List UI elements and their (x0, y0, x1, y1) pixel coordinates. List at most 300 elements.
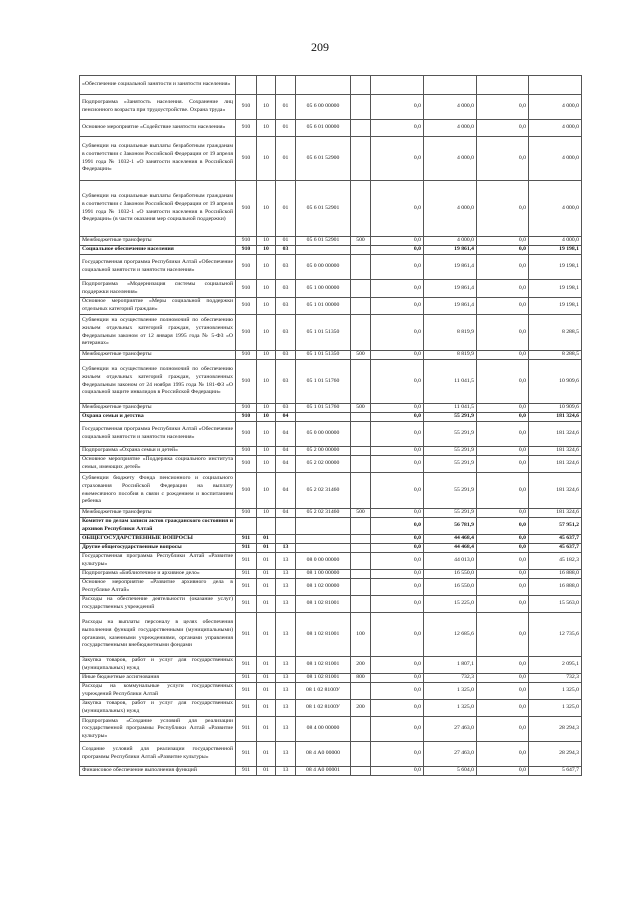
expense-type-cell (351, 255, 371, 280)
expense-type-cell (351, 360, 371, 404)
amount-1-cell: 0,0 (371, 237, 424, 246)
subsection-code-cell: 03 (276, 246, 296, 255)
row-name-cell: Государственная программа Республики Алтай «Развитие культуры» (80, 553, 236, 570)
target-article-cell: 05 2 02 00000 (296, 456, 351, 473)
amount-2-cell: 732,3 (424, 674, 477, 683)
grbs-code-cell: 911 (236, 700, 257, 717)
target-article-cell: 05 0 00 00000 (296, 255, 351, 280)
amount-4-cell: 8 288,5 (529, 351, 582, 360)
table-row (80, 181, 582, 237)
amount-4-cell: 28 294,3 (529, 742, 582, 767)
grbs-code-cell: 910 (236, 509, 257, 518)
table-row (80, 413, 582, 422)
target-article-cell (296, 76, 351, 95)
subsection-code-cell: 01 (276, 237, 296, 246)
amount-3-cell: 0,0 (477, 518, 529, 535)
subsection-code-cell: 13 (276, 683, 296, 700)
grbs-code-cell: 910 (236, 447, 257, 456)
table-row (80, 473, 582, 509)
subsection-code-cell: 13 (276, 553, 296, 570)
amount-1-cell: 0,0 (371, 596, 424, 613)
grbs-code-cell (236, 518, 257, 535)
table-row (80, 360, 582, 404)
amount-4-cell: 16 888,0 (529, 570, 582, 579)
amount-3-cell (477, 76, 529, 95)
subsection-code-cell: 13 (276, 767, 296, 776)
subsection-code-cell: 01 (276, 120, 296, 137)
expense-type-cell (351, 544, 371, 553)
amount-3-cell: 0,0 (477, 181, 529, 237)
grbs-code-cell: 911 (236, 535, 257, 544)
subsection-code-cell (276, 535, 296, 544)
amount-4-cell: 28 294,3 (529, 717, 582, 742)
subsection-code-cell: 13 (276, 717, 296, 742)
expense-type-cell (351, 456, 371, 473)
subsection-code-cell: 01 (276, 95, 296, 120)
amount-4-cell: 181 324,6 (529, 509, 582, 518)
amount-1-cell: 0,0 (371, 518, 424, 535)
section-code-cell: 01 (257, 579, 276, 596)
section-code-cell: 10 (257, 351, 276, 360)
amount-1-cell: 0,0 (371, 255, 424, 280)
subsection-code-cell: 03 (276, 315, 296, 351)
amount-1-cell: 0,0 (371, 473, 424, 509)
amount-2-cell: 16 550,0 (424, 570, 477, 579)
subsection-code-cell: 03 (276, 360, 296, 404)
amount-1-cell: 0,0 (371, 246, 424, 255)
row-name-cell: Межбюджетные трансферты (80, 404, 236, 413)
expense-type-cell (351, 518, 371, 535)
target-article-cell: 05 6 01 00000 (296, 120, 351, 137)
target-article-cell: 05 1 01 51760 (296, 404, 351, 413)
amount-2-cell: 11 041,5 (424, 404, 477, 413)
amount-1-cell: 0,0 (371, 570, 424, 579)
amount-1-cell: 0,0 (371, 535, 424, 544)
expense-type-cell (351, 315, 371, 351)
table-row (80, 120, 582, 137)
section-code-cell: 01 (257, 717, 276, 742)
section-code-cell: 10 (257, 456, 276, 473)
table-row (80, 613, 582, 657)
grbs-code-cell: 910 (236, 137, 257, 181)
target-article-cell: 08 1 00 00000 (296, 570, 351, 579)
expense-type-cell (351, 413, 371, 422)
amount-1-cell: 0,0 (371, 120, 424, 137)
amount-4-cell: 4 000,0 (529, 181, 582, 237)
target-article-cell: 05 2 02 31460 (296, 473, 351, 509)
row-name-cell: ОБЩЕГОСУДАРСТВЕННЫЕ ВОПРОСЫ (80, 535, 236, 544)
expense-type-cell (351, 298, 371, 315)
row-name-cell: Иные бюджетные ассигнования (80, 674, 236, 683)
amount-3-cell: 0,0 (477, 255, 529, 280)
amount-1-cell: 0,0 (371, 657, 424, 674)
expense-type-cell (351, 717, 371, 742)
target-article-cell (296, 518, 351, 535)
grbs-code-cell: 910 (236, 473, 257, 509)
expense-type-cell (351, 95, 371, 120)
grbs-code-cell: 910 (236, 404, 257, 413)
target-article-cell: 08 1 02 81001 (296, 657, 351, 674)
amount-1-cell: 0,0 (371, 579, 424, 596)
amount-4-cell: 732,3 (529, 674, 582, 683)
row-name-cell: Межбюджетные трансферты (80, 509, 236, 518)
amount-2-cell: 8 819,9 (424, 351, 477, 360)
section-code-cell: 01 (257, 613, 276, 657)
amount-1-cell: 0,0 (371, 181, 424, 237)
expense-type-cell (351, 535, 371, 544)
subsection-code-cell: 13 (276, 742, 296, 767)
grbs-code-cell: 910 (236, 95, 257, 120)
amount-1-cell: 0,0 (371, 95, 424, 120)
section-code-cell: 01 (257, 742, 276, 767)
amount-4-cell: 45 182,3 (529, 553, 582, 570)
row-name-cell: Комитет по делам записи актов гражданского состояния и архивов Республики Алтай (80, 518, 236, 535)
expense-type-cell: 500 (351, 237, 371, 246)
subsection-code-cell (276, 518, 296, 535)
subsection-code-cell: 13 (276, 596, 296, 613)
amount-3-cell: 0,0 (477, 413, 529, 422)
section-code-cell: 01 (257, 570, 276, 579)
amount-3-cell: 0,0 (477, 657, 529, 674)
section-code-cell: 01 (257, 767, 276, 776)
subsection-code-cell: 13 (276, 570, 296, 579)
amount-4-cell: 12 735,6 (529, 613, 582, 657)
amount-4-cell: 4 000,0 (529, 237, 582, 246)
amount-2-cell: 19 861,4 (424, 255, 477, 280)
table-row (80, 544, 582, 553)
target-article-cell (296, 535, 351, 544)
amount-2-cell: 1 325,0 (424, 683, 477, 700)
target-article-cell: 05 6 01 52901 (296, 237, 351, 246)
expense-type-cell (351, 570, 371, 579)
amount-4-cell: 2 095,1 (529, 657, 582, 674)
amount-1-cell: 0,0 (371, 137, 424, 181)
grbs-code-cell: 911 (236, 553, 257, 570)
amount-3-cell: 0,0 (477, 717, 529, 742)
subsection-code-cell: 03 (276, 404, 296, 413)
target-article-cell: 08 0 00 00000 (296, 553, 351, 570)
row-name-cell: Межбюджетные трансферты (80, 351, 236, 360)
expense-type-cell (351, 76, 371, 95)
amount-1-cell: 0,0 (371, 683, 424, 700)
amount-3-cell: 0,0 (477, 683, 529, 700)
amount-2-cell: 44 468,4 (424, 544, 477, 553)
amount-4-cell: 15 563,0 (529, 596, 582, 613)
section-code-cell: 10 (257, 413, 276, 422)
row-name-cell: Субвенции бюджету Фонда пенсионного и социального страхования Российской Федерации на выплату ежемесячного пособия в связи с рождением и воспитанием ребенка (80, 473, 236, 509)
row-name-cell: Создание условий для реализации государственной программы Республики Алтай «Развитие культуры» (80, 742, 236, 767)
row-name-cell: Межбюджетные трансферты (80, 237, 236, 246)
amount-1-cell: 0,0 (371, 447, 424, 456)
amount-2-cell: 5 604,0 (424, 767, 477, 776)
table-row (80, 422, 582, 447)
grbs-code-cell: 910 (236, 237, 257, 246)
target-article-cell: 08 4 00 00000 (296, 717, 351, 742)
target-article-cell (296, 544, 351, 553)
amount-1-cell: 0,0 (371, 613, 424, 657)
target-article-cell: 08 4 А0 00000 (296, 742, 351, 767)
row-name-cell: Подпрограмма «Создание условий для реализации государственной программы Республики Алтай «Развитие культуры» (80, 717, 236, 742)
row-name-cell: Подпрограмма «Библиотечное и архивное дело» (80, 570, 236, 579)
target-article-cell: 05 6 00 00000 (296, 95, 351, 120)
target-article-cell: 08 1 02 00000 (296, 579, 351, 596)
amount-4-cell: 16 888,0 (529, 579, 582, 596)
row-name-cell: «Обеспечение социальной занятости и занятости населения» (80, 76, 236, 95)
table-row (80, 674, 582, 683)
target-article-cell: 05 1 01 51350 (296, 351, 351, 360)
section-code-cell: 01 (257, 674, 276, 683)
amount-4-cell: 181 324,6 (529, 456, 582, 473)
amount-2-cell: 4 000,0 (424, 137, 477, 181)
amount-3-cell: 0,0 (477, 613, 529, 657)
amount-2-cell: 55 291,9 (424, 413, 477, 422)
subsection-code-cell: 01 (276, 181, 296, 237)
amount-4-cell: 19 198,1 (529, 298, 582, 315)
row-name-cell: Государственная программа Республики Алтай «Обеспечение социальной занятости и занятости населения» (80, 255, 236, 280)
section-code-cell (257, 76, 276, 95)
target-article-cell: 05 2 00 00000 (296, 447, 351, 456)
amount-3-cell: 0,0 (477, 553, 529, 570)
expense-type-cell: 200 (351, 657, 371, 674)
section-code-cell: 10 (257, 298, 276, 315)
target-article-cell: 08 1 02 8100У (296, 700, 351, 717)
table-row (80, 596, 582, 613)
subsection-code-cell: 04 (276, 413, 296, 422)
grbs-code-cell: 911 (236, 742, 257, 767)
amount-2-cell: 4 000,0 (424, 237, 477, 246)
expense-type-cell (351, 447, 371, 456)
amount-4-cell: 4 000,0 (529, 120, 582, 137)
section-code-cell: 10 (257, 181, 276, 237)
amount-2-cell: 4 000,0 (424, 120, 477, 137)
amount-2-cell: 44 468,4 (424, 535, 477, 544)
expense-type-cell: 800 (351, 674, 371, 683)
table-row (80, 447, 582, 456)
amount-2-cell: 55 291,9 (424, 473, 477, 509)
amount-2-cell: 16 550,0 (424, 579, 477, 596)
amount-3-cell: 0,0 (477, 700, 529, 717)
target-article-cell: 05 1 00 00000 (296, 280, 351, 298)
grbs-code-cell: 911 (236, 613, 257, 657)
amount-4-cell: 10 909,6 (529, 404, 582, 413)
grbs-code-cell: 910 (236, 413, 257, 422)
amount-3-cell: 0,0 (477, 404, 529, 413)
section-code-cell: 10 (257, 246, 276, 255)
amount-3-cell: 0,0 (477, 674, 529, 683)
table-row (80, 570, 582, 579)
amount-1-cell (371, 76, 424, 95)
amount-1-cell: 0,0 (371, 509, 424, 518)
amount-4-cell: 57 951,2 (529, 518, 582, 535)
row-name-cell: Подпрограмма «Модернизация системы социальной поддержки населения» (80, 280, 236, 298)
table-row (80, 280, 582, 298)
subsection-code-cell: 04 (276, 422, 296, 447)
table-row (80, 767, 582, 776)
amount-4-cell: 19 198,1 (529, 246, 582, 255)
target-article-cell: 08 4 А0 00001 (296, 767, 351, 776)
amount-4-cell: 19 198,1 (529, 255, 582, 280)
grbs-code-cell: 911 (236, 596, 257, 613)
target-article-cell: 08 1 02 81001 (296, 596, 351, 613)
row-name-cell: Закупка товаров, работ и услуг для государственных (муниципальных) нужд (80, 657, 236, 674)
grbs-code-cell: 910 (236, 246, 257, 255)
grbs-code-cell: 911 (236, 579, 257, 596)
amount-4-cell (529, 76, 582, 95)
expense-type-cell (351, 280, 371, 298)
expense-type-cell (351, 767, 371, 776)
row-name-cell: Основное мероприятие «Поддержка социального института семьи, имеющих детей» (80, 456, 236, 473)
amount-2-cell: 4 000,0 (424, 181, 477, 237)
row-name-cell: Охрана семьи и детства (80, 413, 236, 422)
target-article-cell: 08 1 02 81001 (296, 613, 351, 657)
amount-3-cell: 0,0 (477, 596, 529, 613)
target-article-cell: 05 6 01 52900 (296, 137, 351, 181)
amount-3-cell: 0,0 (477, 315, 529, 351)
amount-4-cell: 181 324,6 (529, 473, 582, 509)
amount-2-cell: 4 000,0 (424, 95, 477, 120)
grbs-code-cell: 910 (236, 280, 257, 298)
grbs-code-cell (236, 76, 257, 95)
row-name-cell: Основное мероприятие «Развитие архивного дела в Республике Алтай» (80, 579, 236, 596)
amount-4-cell: 45 637,7 (529, 535, 582, 544)
amount-4-cell: 19 198,1 (529, 280, 582, 298)
amount-3-cell: 0,0 (477, 473, 529, 509)
row-name-cell: Государственная программа Республики Алтай «Обеспечение социальной занятости и занятости населения» (80, 422, 236, 447)
amount-1-cell: 0,0 (371, 315, 424, 351)
amount-1-cell: 0,0 (371, 456, 424, 473)
section-code-cell: 10 (257, 404, 276, 413)
amount-3-cell: 0,0 (477, 137, 529, 181)
subsection-code-cell: 13 (276, 613, 296, 657)
amount-3-cell: 0,0 (477, 535, 529, 544)
subsection-code-cell: 13 (276, 674, 296, 683)
amount-2-cell: 8 819,9 (424, 315, 477, 351)
target-article-cell: 05 1 01 00000 (296, 298, 351, 315)
amount-1-cell: 0,0 (371, 298, 424, 315)
section-code-cell: 10 (257, 509, 276, 518)
table-row (80, 518, 582, 535)
page-number: 209 (311, 40, 329, 54)
amount-2-cell: 55 291,9 (424, 456, 477, 473)
table-row (80, 315, 582, 351)
target-article-cell: 05 0 00 00000 (296, 422, 351, 447)
subsection-code-cell: 04 (276, 447, 296, 456)
amount-2-cell: 11 041,5 (424, 360, 477, 404)
target-article-cell: 05 1 01 51350 (296, 315, 351, 351)
amount-2-cell: 27 463,0 (424, 717, 477, 742)
subsection-code-cell: 13 (276, 544, 296, 553)
table-row (80, 535, 582, 544)
subsection-code-cell: 01 (276, 137, 296, 181)
table-row (80, 742, 582, 767)
table-row (80, 404, 582, 413)
amount-1-cell: 0,0 (371, 413, 424, 422)
amount-3-cell: 0,0 (477, 95, 529, 120)
target-article-cell (296, 246, 351, 255)
subsection-code-cell: 03 (276, 351, 296, 360)
subsection-code-cell: 03 (276, 255, 296, 280)
table-row (80, 237, 582, 246)
amount-3-cell: 0,0 (477, 447, 529, 456)
amount-3-cell: 0,0 (477, 509, 529, 518)
amount-1-cell: 0,0 (371, 717, 424, 742)
amount-1-cell: 0,0 (371, 351, 424, 360)
table-row (80, 579, 582, 596)
section-code-cell: 10 (257, 473, 276, 509)
target-article-cell: 05 6 01 52901 (296, 181, 351, 237)
grbs-code-cell: 910 (236, 255, 257, 280)
subsection-code-cell: 13 (276, 657, 296, 674)
amount-2-cell: 44 013,0 (424, 553, 477, 570)
amount-2-cell: 1 325,0 (424, 700, 477, 717)
expense-type-cell: 500 (351, 351, 371, 360)
amount-3-cell: 0,0 (477, 456, 529, 473)
grbs-code-cell: 910 (236, 120, 257, 137)
subsection-code-cell: 03 (276, 298, 296, 315)
grbs-code-cell: 910 (236, 360, 257, 404)
amount-2-cell: 19 861,4 (424, 298, 477, 315)
amount-3-cell: 0,0 (477, 351, 529, 360)
amount-4-cell: 181 324,6 (529, 447, 582, 456)
section-code-cell: 01 (257, 596, 276, 613)
section-code-cell: 10 (257, 237, 276, 246)
row-name-cell: Расходы на выплаты персоналу в целях обеспечения выполнения функций государственными (муниципальными) органами, казенными учреждениями, органами управления государственными внебюджетными фондами (80, 613, 236, 657)
section-code-cell: 10 (257, 360, 276, 404)
amount-3-cell: 0,0 (477, 298, 529, 315)
section-code-cell: 10 (257, 255, 276, 280)
amount-3-cell: 0,0 (477, 570, 529, 579)
table-row (80, 351, 582, 360)
subsection-code-cell: 13 (276, 579, 296, 596)
expense-type-cell (351, 596, 371, 613)
amount-3-cell: 0,0 (477, 767, 529, 776)
target-article-cell (296, 413, 351, 422)
expense-type-cell (351, 553, 371, 570)
row-name-cell: Субвенции на социальные выплаты безработным гражданам в соответствии с Законом Российской Федерации от 19 апреля 1991 года № 1032-1 «О занятости населения в Российской Федерации» (80, 137, 236, 181)
row-name-cell: Субвенции на осуществление полномочий по обеспечению жильем отдельных категорий граждан, установленных Федеральным законом от 12 января 1995 года № 5-ФЗ «О ветеранах» (80, 315, 236, 351)
grbs-code-cell: 910 (236, 422, 257, 447)
row-name-cell: Субвенции на социальные выплаты безработным гражданам в соответствии с Законом Российской Федерации от 19 апреля 1991 года № 1032-1 «О занятости населения в Российской Федерации» (в части оказания мер социальной поддержки) (80, 181, 236, 237)
amount-2-cell: 27 463,0 (424, 742, 477, 767)
table-row (80, 683, 582, 700)
section-code-cell: 01 (257, 544, 276, 553)
section-code-cell: 01 (257, 683, 276, 700)
amount-1-cell: 0,0 (371, 360, 424, 404)
amount-3-cell: 0,0 (477, 579, 529, 596)
section-code-cell: 01 (257, 553, 276, 570)
grbs-code-cell: 911 (236, 570, 257, 579)
amount-2-cell: 1 807,1 (424, 657, 477, 674)
subsection-code-cell (276, 76, 296, 95)
section-code-cell: 10 (257, 280, 276, 298)
amount-1-cell: 0,0 (371, 767, 424, 776)
amount-1-cell: 0,0 (371, 742, 424, 767)
amount-4-cell: 181 324,6 (529, 413, 582, 422)
expense-type-cell (351, 742, 371, 767)
grbs-code-cell: 910 (236, 351, 257, 360)
target-article-cell: 05 2 02 31460 (296, 509, 351, 518)
table-row (80, 700, 582, 717)
amount-3-cell: 0,0 (477, 280, 529, 298)
table-row (80, 76, 582, 95)
subsection-code-cell: 04 (276, 456, 296, 473)
amount-3-cell: 0,0 (477, 742, 529, 767)
table-row (80, 657, 582, 674)
grbs-code-cell: 911 (236, 674, 257, 683)
amount-1-cell: 0,0 (371, 280, 424, 298)
table-row (80, 456, 582, 473)
row-name-cell: Основное мероприятие «Содействие занятости населения» (80, 120, 236, 137)
